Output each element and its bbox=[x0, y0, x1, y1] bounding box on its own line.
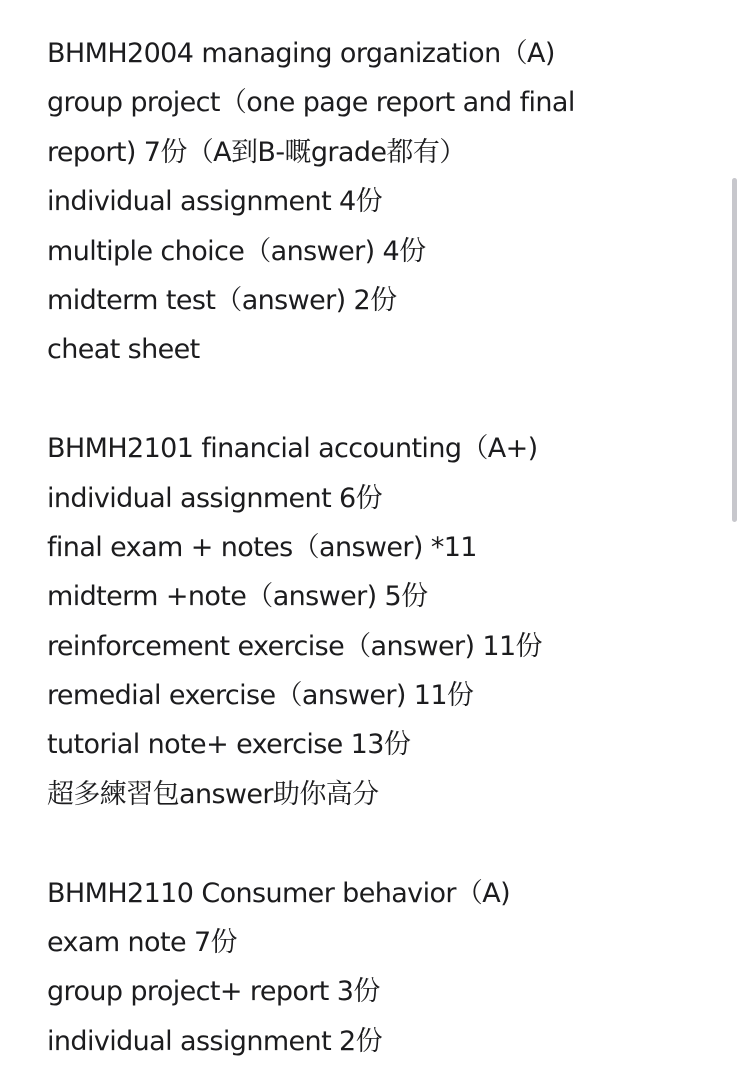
note-line: reinforcement exercise（answer) 11份 bbox=[47, 630, 542, 662]
note-line: group project（one page report and final bbox=[47, 87, 575, 119]
note-line: midterm +note（answer) 5份 bbox=[47, 581, 428, 613]
note-line: cheat sheet bbox=[47, 334, 200, 366]
note-line-course-title: BHMH2101 financial accounting（A+) bbox=[47, 433, 538, 465]
note-line: tutorial note+ exercise 13份 bbox=[47, 729, 411, 761]
scrollbar-thumb[interactable] bbox=[732, 178, 737, 522]
blank-line bbox=[47, 819, 727, 868]
note-line: report) 7份（A到B-嘅grade都有） bbox=[47, 136, 466, 168]
note-line: remedial exercise（answer) 11份 bbox=[47, 680, 474, 712]
note-line: individual assignment 6份 bbox=[47, 482, 383, 514]
note-line-course-title: BHMH2110 Consumer behavior（A) bbox=[47, 877, 511, 909]
note-line-course-title: BHMH2004 managing organization（A) bbox=[47, 38, 555, 69]
note-line: multiple choice（answer) 4份 bbox=[47, 235, 426, 267]
note-line: 超多練習包answer助你高分 bbox=[47, 778, 379, 810]
note-line: individual assignment 2份 bbox=[47, 1025, 383, 1057]
note-body[interactable] bbox=[47, 29, 727, 1066]
blank-line bbox=[47, 375, 727, 424]
note-line: final exam + notes（answer) *11 bbox=[47, 531, 477, 563]
note-line: individual assignment 4份 bbox=[47, 186, 383, 218]
note-line: midterm test（answer) 2份 bbox=[47, 284, 397, 316]
note-line: group project+ report 3份 bbox=[47, 976, 380, 1008]
note-line: exam note 7份 bbox=[47, 927, 237, 959]
